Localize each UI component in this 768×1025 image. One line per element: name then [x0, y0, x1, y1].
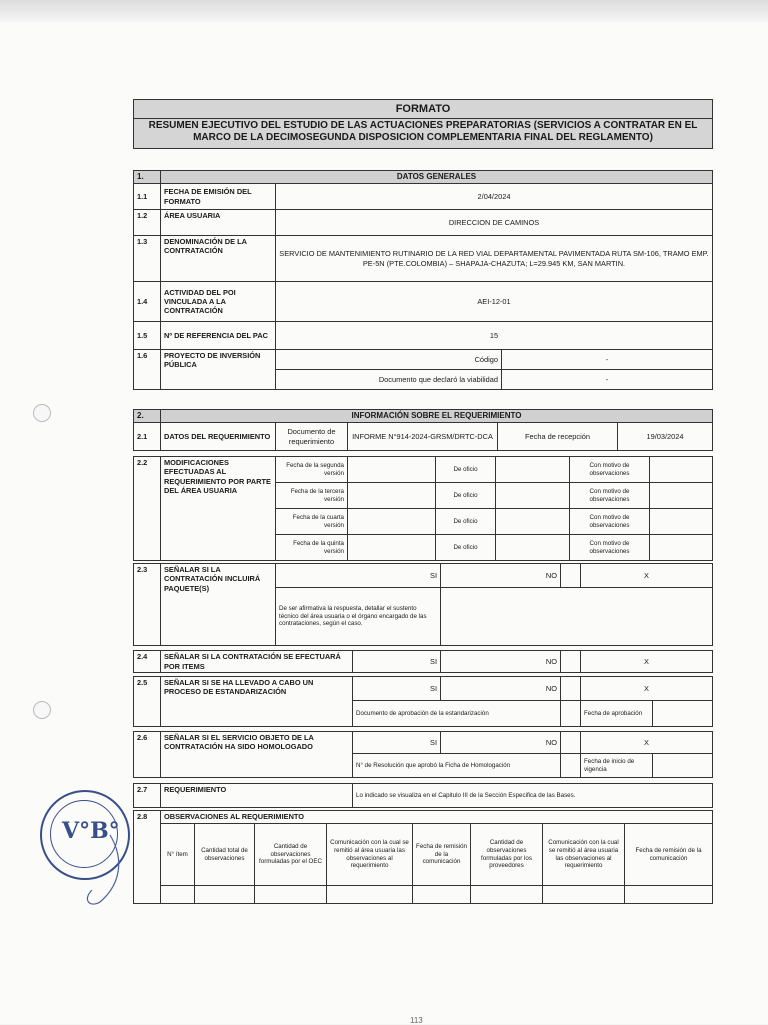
field-label: SEÑALAR SI SE HA LLEVADO A CABO UN PROCESO DE ESTANDARIZACIÓN: [161, 677, 353, 727]
row-num: 2.3: [134, 564, 161, 646]
row-num: 1.1: [134, 184, 161, 210]
row-num: 1.5: [134, 322, 161, 350]
punch-hole: [33, 701, 51, 719]
field-label: REQUERIMIENTO: [161, 784, 353, 808]
row-num: 2.2: [134, 457, 161, 561]
row-num: 2.4: [134, 651, 161, 673]
field-value: 2/04/2024: [276, 184, 713, 210]
column-header: N° ítem: [161, 824, 195, 886]
field-label: ÁREA USUARIA: [161, 210, 276, 236]
field-label: SEÑALAR SI LA CONTRATACIÓN INCLUIRÁ PAQUETE(S): [161, 564, 276, 646]
doc-title: FORMATO: [134, 100, 713, 119]
si-option: SI: [353, 677, 441, 701]
row-num: 2.8: [134, 811, 161, 904]
section-title: DATOS GENERALES: [161, 171, 713, 184]
scan-shadow: [0, 0, 768, 22]
requerimiento-value: Lo indicado se visualiza en el Capitulo III de la Sección Especifica de las Bases.: [353, 784, 713, 808]
fecha-recepcion-label: Fecha de recepción: [498, 423, 618, 451]
de-oficio-label: De oficio: [436, 509, 496, 535]
de-oficio-label: De oficio: [436, 483, 496, 509]
field-label: DENOMINACIÓN DE LA CONTRATACIÓN: [161, 236, 276, 282]
fecha-vigencia-label: Fecha de inicio de vigencia: [581, 754, 653, 778]
row-num: 2.6: [134, 732, 161, 778]
column-header: Cantidad total de observaciones: [195, 824, 255, 886]
version-date-label: Fecha de la tercera versión: [276, 483, 348, 509]
viabilidad-label: Documento que declaró la viabilidad: [276, 370, 502, 390]
de-oficio-label: De oficio: [436, 535, 496, 561]
doc-subtitle: RESUMEN EJECUTIVO DEL ESTUDIO DE LAS ACTUACIONES PREPARATORIAS (SERVICIOS A CONTRATAR EN EL MARCO DE LA DECIMOSEGUNDA DISPOSICION COMPLEMENTARIA FINAL DEL REGLAMENTO): [134, 118, 713, 148]
field-label: DATOS DEL REQUERIMIENTO: [161, 423, 276, 451]
no-option: NO: [441, 564, 561, 588]
paquete-note: De ser afirmativa la respuesta, detallar el sustento técnico del área usuaria o el órgano encargado de las contrataciones, según el caso.: [276, 588, 441, 646]
row-2-3: [133, 563, 713, 646]
field-value: SERVICIO DE MANTENIMIENTO RUTINARIO DE LA RED VIAL DEPARTAMENTAL PAVIMENTADA RUTA SM-106, TRAMO EMP. PE-5N (PTE.COLOMBIA) – SHAPAJA-CHAZUTA; L=29.945 KM, SAN MARTIN.: [276, 236, 713, 282]
observaciones-title: OBSERVACIONES AL REQUERIMIENTO: [161, 811, 713, 824]
field-label: SEÑALAR SI LA CONTRATACIÓN SE EFECTUARÁ POR ITEMS: [161, 651, 353, 673]
field-value: DIRECCION DE CAMINOS: [276, 210, 713, 236]
con-motivo-label: Con motivo de observaciones: [570, 509, 650, 535]
field-label: MODIFICACIONES EFECTUADAS AL REQUERIMIENTO POR PARTE DEL ÁREA USUARIA: [161, 457, 276, 561]
column-header: Cantidad de observaciones formuladas por los proveedores: [471, 824, 543, 886]
field-label: Nº DE REFERENCIA DEL PAC: [161, 322, 276, 350]
field-value: AEI-12-01: [276, 282, 713, 322]
row-2-2: [133, 456, 713, 561]
row-2-7: [133, 783, 713, 808]
column-header: Fecha de remisión de la comunicación: [625, 824, 713, 886]
header-block: [133, 99, 713, 149]
row-num: 2.7: [134, 784, 161, 808]
row-num: 1.3: [134, 236, 161, 282]
row-2-5: [133, 676, 713, 727]
row-num: 1.6: [134, 350, 161, 390]
section-num: 2.: [134, 410, 161, 423]
si-option: SI: [276, 564, 441, 588]
section-2: [133, 409, 713, 451]
con-motivo-label: Con motivo de observaciones: [570, 457, 650, 483]
doc-req-value: INFORME N°914-2024-GRSM/DRTC-DCA: [348, 423, 498, 451]
column-header: Comunicación con la cual se remitió al área usuaria las observaciones al requerimiento: [327, 824, 413, 886]
doc-req-label: Documento de requerimiento: [276, 423, 348, 451]
homologacion-doc-label: N° de Resolución que aprobó la Ficha de Homologación: [353, 754, 561, 778]
row-num: 2.1: [134, 423, 161, 451]
no-option: NO: [441, 651, 561, 673]
viabilidad-value: -: [502, 370, 713, 390]
row-num: 1.4: [134, 282, 161, 322]
de-oficio-label: De oficio: [436, 457, 496, 483]
codigo-value: -: [502, 350, 713, 370]
selected-mark: X: [581, 564, 713, 588]
column-header: Comunicación con la cual se remitió al área usuaria las observaciones al requerimiento: [543, 824, 625, 886]
column-header: Fecha de remisión de la comunicación: [413, 824, 471, 886]
fecha-recepcion-value: 19/03/2024: [618, 423, 713, 451]
no-option: NO: [441, 677, 561, 701]
field-label: SEÑALAR SI EL SERVICIO OBJETO DE LA CONTRATACIÓN HA SIDO HOMOLOGADO: [161, 732, 353, 778]
row-2-8: [133, 810, 713, 904]
codigo-label: Código: [276, 350, 502, 370]
selected-mark: X: [581, 651, 713, 673]
version-date-label: Fecha de la cuarta versión: [276, 509, 348, 535]
si-option: SI: [353, 732, 441, 754]
section-num: 1.: [134, 171, 161, 184]
field-value: 15: [276, 322, 713, 350]
selected-mark: X: [581, 677, 713, 701]
row-num: 2.5: [134, 677, 161, 727]
stamp-vb-text: V°B°: [62, 818, 120, 844]
version-date-label: Fecha de la quinta versión: [276, 535, 348, 561]
con-motivo-label: Con motivo de observaciones: [570, 535, 650, 561]
row-2-6: [133, 731, 713, 778]
con-motivo-label: Con motivo de observaciones: [570, 483, 650, 509]
version-date-label: Fecha de la segunda versión: [276, 457, 348, 483]
column-header: Cantidad de observaciones formuladas por el OEC: [255, 824, 327, 886]
row-2-4: [133, 650, 713, 673]
field-label: ACTIVIDAD DEL POI VINCULADA A LA CONTRATACIÓN: [161, 282, 276, 322]
estandarizacion-doc-label: Documento de aprobación de la estandarización: [353, 701, 561, 727]
signature-mark: [70, 830, 130, 910]
selected-mark: X: [581, 732, 713, 754]
section-1: [133, 170, 713, 390]
field-label: PROYECTO DE INVERSIÓN PÚBLICA: [161, 350, 276, 390]
row-num: 1.2: [134, 210, 161, 236]
punch-hole: [33, 404, 51, 422]
section-title: INFORMACIÓN SOBRE EL REQUERIMIENTO: [161, 410, 713, 423]
field-label: FECHA DE EMISIÓN DEL FORMATO: [161, 184, 276, 210]
no-option: NO: [441, 732, 561, 754]
si-option: SI: [353, 651, 441, 673]
page-number: 113: [410, 1016, 423, 1025]
fecha-aprobacion-label: Fecha de aprobación: [581, 701, 653, 727]
